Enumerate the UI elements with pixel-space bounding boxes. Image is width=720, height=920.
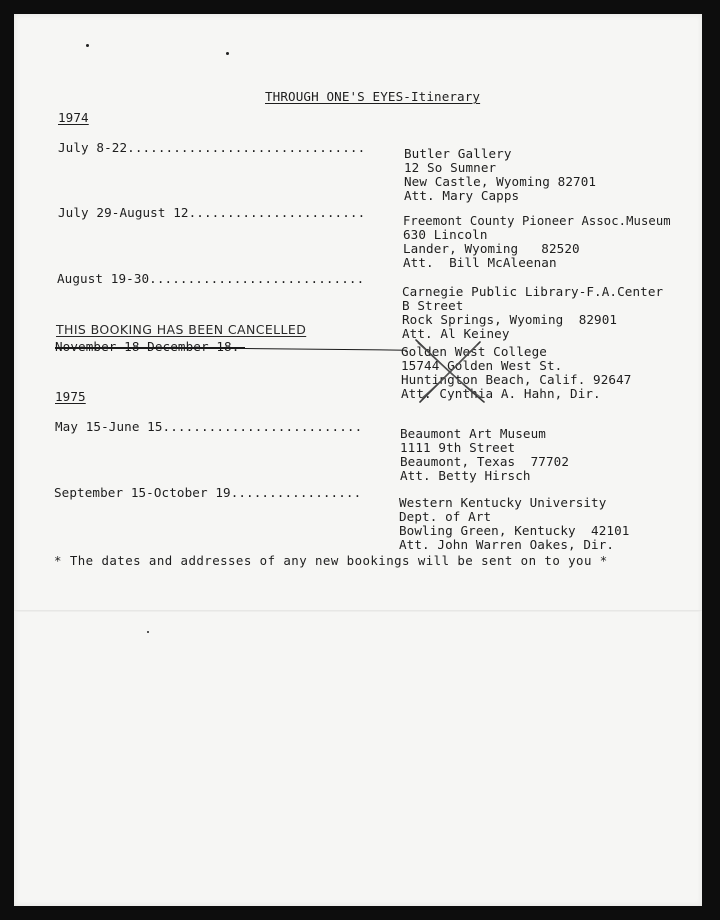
booking-dates: July 29-August 12....................... [58,205,366,220]
strikethrough-line [55,347,245,349]
venue-line: Lander, Wyoming 82520 [403,241,580,256]
venue-line: Att. Bill McAleenan [403,255,557,270]
booking-dates: July 8-22............................... [58,140,366,155]
venue-line: Beaumont, Texas 77702 [400,454,570,469]
year-heading-1975: 1975 [55,389,86,404]
booking-dates: August 19-30............................ [57,271,365,286]
booking-dates: May 15-June 15.......................... [55,419,363,434]
venue-line: Freemont County Pioneer Assoc.Museum [403,214,671,228]
venue-line: B Street [402,298,464,313]
venue-line: Carnegie Public Library-F.A.Center [402,284,664,299]
venue-line: Att. John Warren Oakes, Dir. [399,537,615,552]
venue-line-cancelled: 15744 Golden West St. [401,358,563,373]
venue-line-cancelled: Golden West College [401,344,547,359]
venue-line: Att. Betty Hirsch [400,468,531,483]
footnote: * The dates and addresses of any new bookings will be sent on to you * [54,553,608,568]
venue-line: Western Kentucky University [399,495,607,510]
venue-line: Att. Al Keiney [402,326,510,341]
venue-line: 12 So Sumner [404,160,497,175]
venue-line: Butler Gallery [404,146,512,161]
venue-line: Beaumont Art Museum [400,426,546,441]
venue-line: Dept. of Art [399,509,492,524]
venue-line: Att. Mary Capps [404,188,520,203]
venue-line-cancelled: Huntington Beach, Calif. 92647 [401,372,632,387]
document-title: THROUGH ONE'S EYES-Itinerary [265,89,481,104]
venue-line: Bowling Green, Kentucky 42101 [399,523,630,538]
venue-line: 630 Lincoln [403,227,488,242]
cancellation-note: THIS BOOKING HAS BEEN CANCELLED [56,322,307,337]
paper-speck [147,631,149,633]
cancel-cross-mark [410,336,490,406]
fold-line [14,610,702,612]
year-heading-1974: 1974 [58,110,89,125]
paper-speck [86,44,89,47]
venue-line: New Castle, Wyoming 82701 [404,174,597,189]
venue-line-cancelled: Att. Cynthia A. Hahn, Dir. [401,386,601,401]
venue-line: 1111 9th Street [400,440,516,455]
paper-speck [226,52,229,55]
venue-line: Rock Springs, Wyoming 82901 [402,312,618,327]
booking-dates: September 15-October 19................. [54,485,362,500]
